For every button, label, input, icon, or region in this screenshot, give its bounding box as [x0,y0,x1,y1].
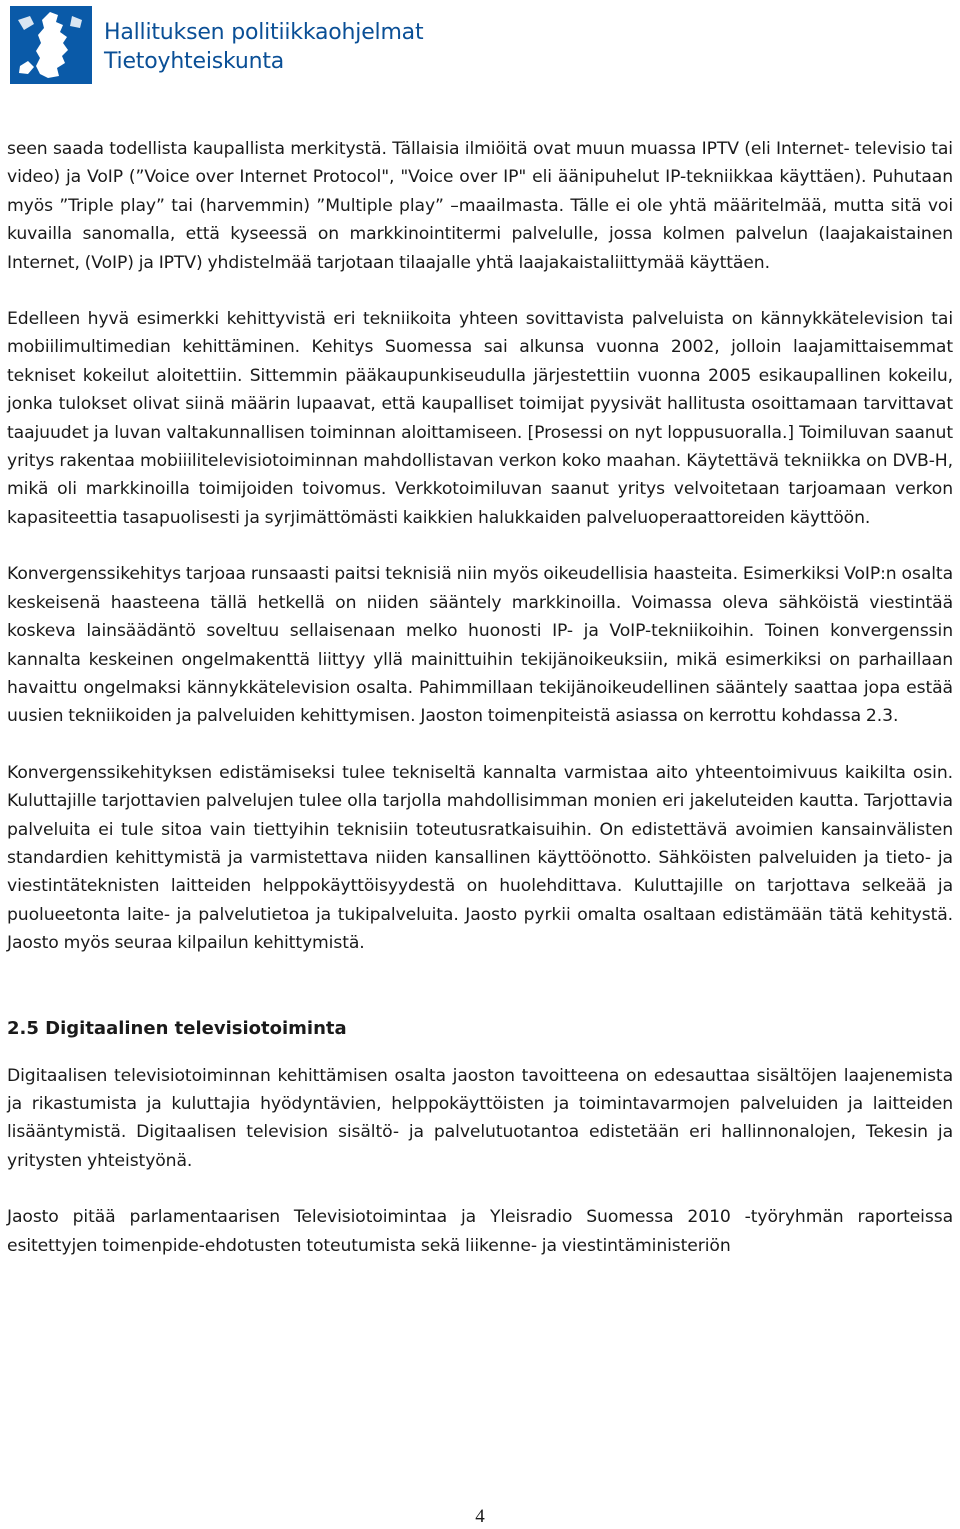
organization-line-2: Tietoyhteiskunta [104,49,285,74]
finland-map-logo-icon [10,6,92,84]
document-body [7,135,953,1260]
paragraph-2: Edelleen hyvä esimerkki kehittyvistä eri tekniikoita yhteen sovittavista palveluista on kännykkätelevision tai mobiilimultimedian kehittäminen. Kehitys Suomessa sai alkunsa vuonna 2002, jolloin laajamittaisemmat tekniset kokeilut aloitettiin. Sittemmin pääkaupunkiseudulla järjestettiin vuonna 2005 esikaupallinen kokeilu, jonka tulokset olivat siinä määrin lupaavat, että kaupalliset toimijat pyysivät hallitusta osoittamaan tarvittavat taajuudet ja luvan valtakunnallisen toiminnan aloittamiseen. [Prosessi on nyt loppusuoralla.] Toimiluvan saanut yritys rakentaa mobiiilitelevisiotoiminnan mahdollistavan verkon koko maahan. Käytettävä tekniikka on DVB-H, mikä oli markkinoilla toimijoiden toivomus. Verkkotoimiluvan saanut yritys velvoitetaan tarjoamaan verkon kapasiteettia tasapuolisesti ja syrjimättömästi kaikkien halukkaiden palveluoperaattoreiden käyttöön. [7,309,953,528]
organization-line-1: Hallituksen politiikkaohjelmat [104,20,424,45]
section-heading: 2.5 Digitaalinen televisiotoiminta [7,1017,347,1039]
page-number: 4 [475,1506,485,1527]
organization-name [104,18,423,76]
section-paragraph-1: Digitaalisen televisiotoiminnan kehittämisen osalta jaoston tavoitteena on edesauttaa sisältöjen laajenemista ja rikastumista ja kuluttajia hyödyntävien, helppokäyttöisten ja toimintavarmojen palveluiden ja laitteiden lisääntymistä. Digitaalisen television sisältö- ja palvelutuotantoa edistetään eri hallinnonalojen, Tekesin ja yritysten yhteistyönä. [7,1065,953,1171]
paragraph-1: seen saada todellista kaupallista merkitystä. Tällaisia ilmiöitä ovat muun muassa IPTV (eli Internet- televisio tai video) ja VoIP (”Voice over Internet Protocol", "Voice over IP" eli äänipuhelut IP-tekniikkaa käyttäen). Puhutaan myös ”Triple play” tai (harvemmin) ”Multiple play” –maailmasta. Tälle ei ole yhtä määritelmää, mutta sitä voi kuvailla sanomalla, että kyseessä on markkinointitermi palvelulle, jossa kolmen palvelun (laajakaistainen Internet, (VoIP) ja IPTV) yhdistelmää tarjotaan tilaajalle yhtä laajakaistaliittymää käyttäen. [7,139,953,273]
section-paragraph-2: Jaosto pitää parlamentaarisen Televisiotoimintaa ja Yleisradio Suomessa 2010 -työryhmän raporteissa esitettyjen toimenpide-ehdotusten toteutumista sekä liikenne- ja viestintäministeriön [7,1207,953,1256]
paragraph-4: Konvergenssikehityksen edistämiseksi tulee tekniseltä kannalta varmistaa aito yhteentoimivuus kaikilta osin. Kuluttajille tarjottavien palvelujen tulee olla tarjolla mahdollisimman monien eri jakeluteiden kautta. Tarjottavia palveluita ei tule sitoa vain tiettyihin teknisiin toteutusratkaisuihin. On edistettävä avoimien kansainvälisten standardien kehittymistä ja varmistettava niiden kansallinen käyttöönotto. Sähköisten palveluiden ja tieto- ja viestintäteknisten laitteiden helppokäyttöisyydestä on huolehdittava. Kuluttajille on tarjottava selkeää ja puolueetonta laite- ja palvelutietoa ja tukipalveluita. Jaosto pyrkii omalta osaltaan edistämään tätä kehitystä. Jaosto myös seuraa kilpailun kehittymistä. [7,762,953,954]
page-header [10,6,423,86]
paragraph-3: Konvergenssikehitys tarjoaa runsaasti paitsi teknisiä niin myös oikeudellisia haasteita. Esimerkiksi VoIP:n osalta keskeisenä haasteena tällä hetkellä on niiden sääntely markkinoilla. Voimassa oleva sähköistä viestintää koskeva lainsäädäntö soveltuu sellaisenaan melko huonosti IP- ja VoIP-tekniikoihin. Toinen konvergenssin kannalta keskeinen ongelmakenttä liittyy yllä mainittuihin tekijänoikeuksiin, mikä esimerkiksi on parhaillaan havaittu ongelmaksi kännykkätelevision osalta. Pahimmillaan tekijänoikeudellinen sääntely saattaa jopa estää uusien tekniikoiden ja palveluiden kehittymisen. Jaoston toimenpiteistä asiassa on kerrottu kohdassa 2.3. [7,564,953,727]
